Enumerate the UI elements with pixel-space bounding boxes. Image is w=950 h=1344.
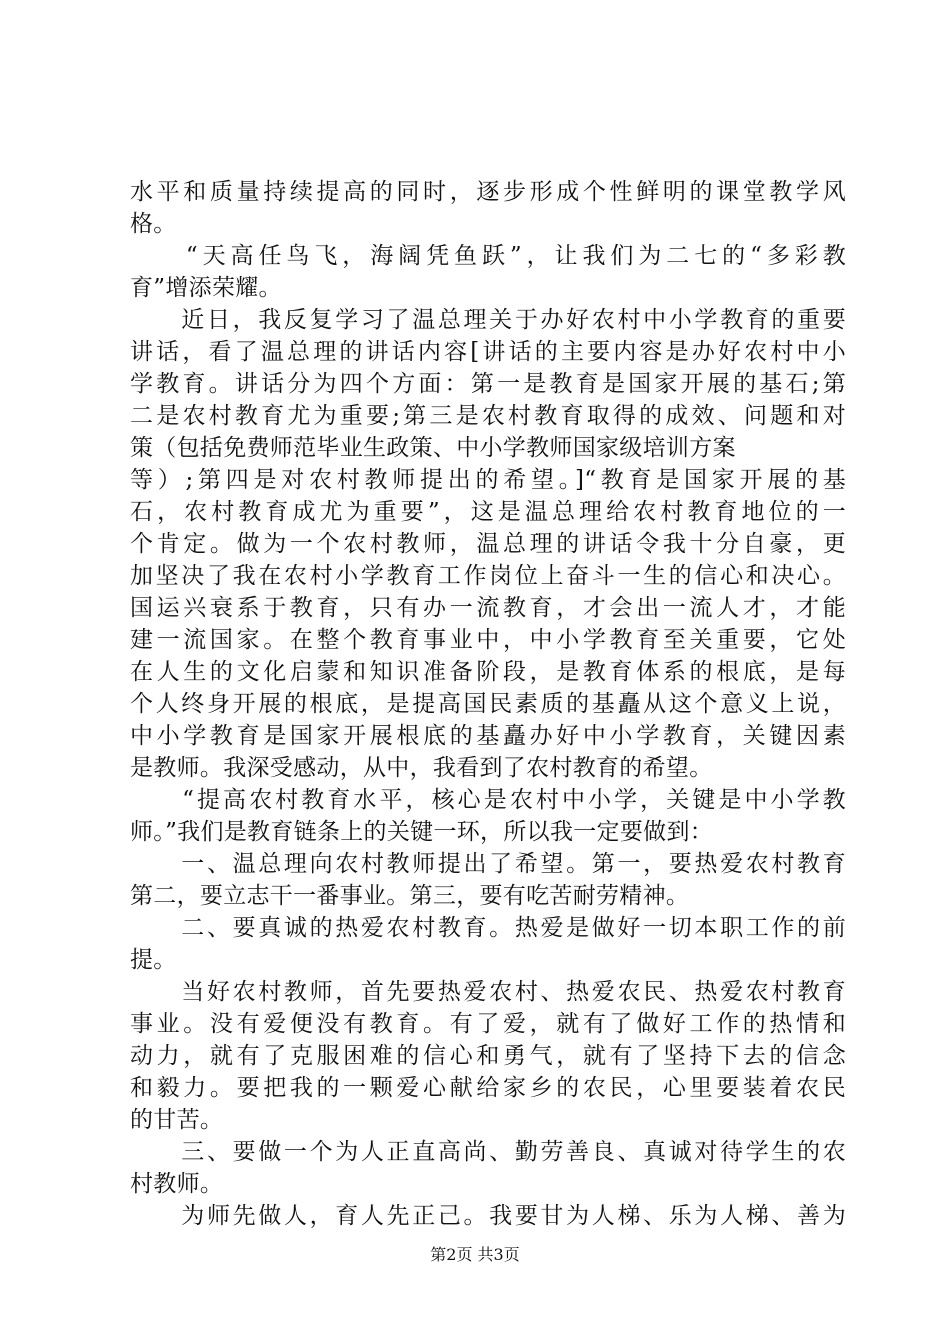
text-line: “天高任鸟飞，海阔凭鱼跃”，让我们为二七的“多彩教: [130, 243, 846, 269]
text-line: 格。: [130, 211, 177, 237]
text-line: 和毅力。要把我的一颗爱心献给家乡的农民，心里要装着农民: [130, 1075, 846, 1101]
page-footer: 第2页 共3页: [430, 1245, 520, 1264]
text-line: 村教师。: [130, 1171, 224, 1197]
text-line: 国运兴衰系于教育，只有办一流教育，才会出一流人才，才能: [130, 595, 846, 621]
text-line: 一、温总理向农村教师提出了希望。第一，要热爱农村教育: [130, 851, 846, 877]
text-line: “提高农村教育水平，核心是农村中小学，关键是中小学教: [130, 787, 846, 813]
text-line: 第二，要立志干一番事业。第三，要有吃苦耐劳精神。: [130, 883, 690, 909]
text-line: 事业。没有爱便没有教育。有了爱，就有了做好工作的热情和: [130, 1011, 846, 1037]
text-line: 二是农村教育尤为重要;第三是农村教育取得的成效、问题和对: [130, 403, 846, 429]
text-line: 育”增添荣耀。: [130, 275, 282, 301]
text-line: 策（包括免费师范毕业生政策、中小学教师国家级培训方案: [130, 435, 736, 461]
text-line: 是教师。我深受感动，从中，我看到了农村教育的希望。: [130, 755, 713, 781]
document-body: [130, 176, 846, 1232]
text-line: 动力，就有了克服困难的信心和勇气，就有了坚持下去的信念: [130, 1043, 846, 1069]
text-line: 等）;第四是对农村教师提出的希望。]“教育是国家开展的基: [130, 467, 846, 493]
text-line: 加坚决了我在农村小学教育工作岗位上奋斗一生的信心和决心。: [130, 563, 846, 589]
text-line: 建一流国家。在整个教育事业中，中小学教育至关重要，它处: [130, 627, 846, 653]
text-line: 中小学教育是国家开展根底的基矗办好中小学教育，关键因素: [130, 723, 846, 749]
text-line: 讲话，看了温总理的讲话内容[讲话的主要内容是办好农村中小: [130, 339, 846, 365]
text-line: 学教育。讲话分为四个方面：第一是教育是国家开展的基石;第: [130, 371, 846, 397]
text-line: 水平和质量持续提高的同时，逐步形成个性鲜明的课堂教学风: [130, 179, 846, 205]
text-line: 二、要真诚的热爱农村教育。热爱是做好一切本职工作的前: [130, 915, 846, 941]
text-line: 提。: [130, 947, 177, 973]
text-line: 当好农村教师，首先要热爱农村、热爱农民、热爱农村教育: [130, 979, 846, 1005]
text-line: 石，农村教育成尤为重要”，这是温总理给农村教育地位的一: [130, 499, 846, 525]
text-line: 师。”我们是教育链条上的关键一环，所以我一定要做到：: [130, 819, 714, 845]
text-line: 个肯定。做为一个农村教师，温总理的讲话令我十分自豪，更: [130, 531, 846, 557]
text-line: 在人生的文化启蒙和知识准备阶段，是教育体系的根底，是每: [130, 659, 846, 685]
text-line: 的甘苦。: [130, 1107, 224, 1133]
text-line: 个人终身开展的根底，是提高国民素质的基矗从这个意义上说，: [130, 691, 846, 717]
text-line: 近日，我反复学习了温总理关于办好农村中小学教育的重要: [130, 307, 846, 333]
text-line: 为师先做人，育人先正己。我要甘为人梯、乐为人梯、善为: [130, 1203, 846, 1229]
text-line: 三、要做一个为人正直高尚、勤劳善良、真诚对待学生的农: [130, 1139, 846, 1165]
